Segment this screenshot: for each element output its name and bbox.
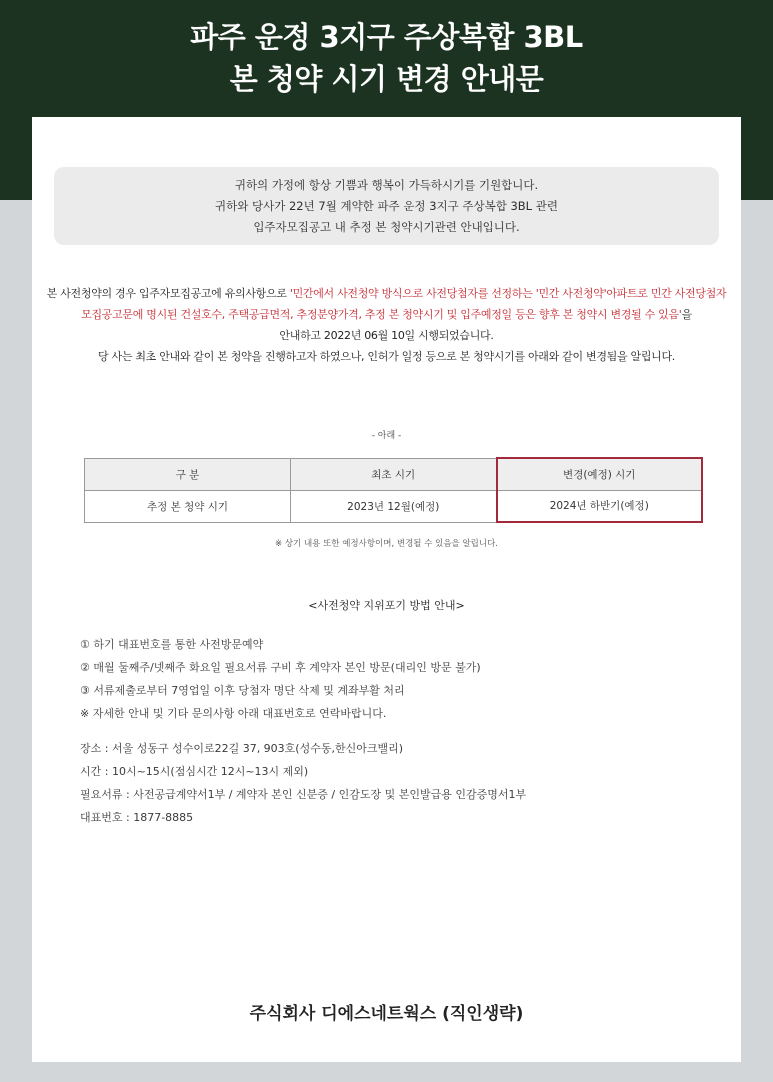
contact-place: 장소 : 서울 성동구 성수이로22길 37, 903호(성수동,한신아크밸리) — [80, 742, 404, 755]
title-line-2: 본 청약 시기 변경 안내문 — [229, 62, 544, 96]
table-cell-highlighted: 2024년 하반기(예정) — [497, 490, 703, 522]
notice-warning-text: 모집공고문에 명시된 건설호수, 주택공급면적, 추정분양가격, 추정 본 청약시기 및 입주예정일 등은 향후 본 청약시 변경될 수 있음' — [81, 308, 682, 321]
greeting-box — [54, 167, 719, 245]
greeting-line: 귀하의 가정에 항상 기쁨과 행복이 가득하시기를 기원합니다. — [234, 178, 539, 192]
notice-line-4: 당 사는 최초 안내와 같이 본 청약을 진행하고자 하였으나, 인허가 일정 등으로 본 청약시기를 아래와 같이 변경됨을 알립니다. — [97, 350, 676, 363]
greeting-line: 입주자모집공고 내 추정 본 청약시기관련 안내입니다. — [253, 220, 520, 234]
table-cell: 추정 본 청약 시기 — [85, 490, 291, 522]
notice-line-1 — [32, 283, 741, 304]
contact-phone: 대표번호 : 1877-8885 — [80, 811, 194, 824]
contact-documents: 필요서류 : 사전공급계약서1부 / 계약자 본인 신분증 / 인감도장 및 본인발급용 인감증명서1부 — [80, 788, 527, 801]
withdraw-section-title: <사전청약 지위포기 방법 안내> — [308, 599, 465, 612]
notice-line-3: 안내하고 2022년 06월 10일 시행되었습니다. — [279, 329, 494, 342]
page-title — [0, 16, 773, 100]
table-row — [85, 490, 703, 522]
title-line-1: 파주 운정 3지구 주상복합 3BL — [190, 20, 583, 54]
list-item: ② 매월 둘째주/넷째주 화요일 필요서류 구비 후 계약자 본인 방문(대리인 방문 불가) — [80, 661, 481, 674]
contact-info — [80, 737, 720, 829]
table-cell: 2023년 12월(예정) — [291, 490, 497, 522]
withdraw-steps-list — [80, 633, 720, 725]
table-header-cell-highlighted: 변경(예정) 시기 — [497, 458, 703, 490]
notice-body — [32, 283, 741, 367]
contact-hours: 시간 : 10시~15시(점심시간 12시~13시 제외) — [80, 765, 309, 778]
table-header-cell: 최초 시기 — [291, 458, 497, 490]
below-label: - 아래 - — [371, 431, 402, 441]
notice-document — [32, 117, 741, 1062]
company-signature: 주식회사 디에스네트웍스 (직인생략) — [249, 1004, 524, 1024]
notice-text: 본 사전청약의 경우 입주자모집공고에 유의사항으로 — [46, 287, 290, 300]
schedule-table — [84, 457, 703, 523]
greeting-line: 귀하와 당사가 22년 7월 계약한 파주 운정 3지구 주상복합 3BL 관련 — [215, 199, 558, 213]
list-item: ※ 자세한 안내 및 기타 문의사항 아래 대표번호로 연락바랍니다. — [80, 707, 387, 720]
notice-warning-text: '민간에서 사전청약 방식으로 사전당첨자를 선정하는 '민간 사전청약'아파트로 민간 사전당첨자 — [289, 287, 727, 300]
table-header-cell: 구 분 — [85, 458, 291, 490]
notice-text: 을 — [681, 308, 692, 321]
list-item: ① 하기 대표번호를 통한 사전방문예약 — [80, 638, 264, 651]
table-header-row — [85, 458, 703, 490]
notice-line-2 — [32, 304, 741, 325]
footnote: ※ 상기 내용 또한 예정사항이며, 변경될 수 있음을 알립니다. — [275, 539, 498, 549]
list-item: ③ 서류제출로부터 7영업일 이후 당첨자 명단 삭제 및 계좌부활 처리 — [80, 684, 405, 697]
